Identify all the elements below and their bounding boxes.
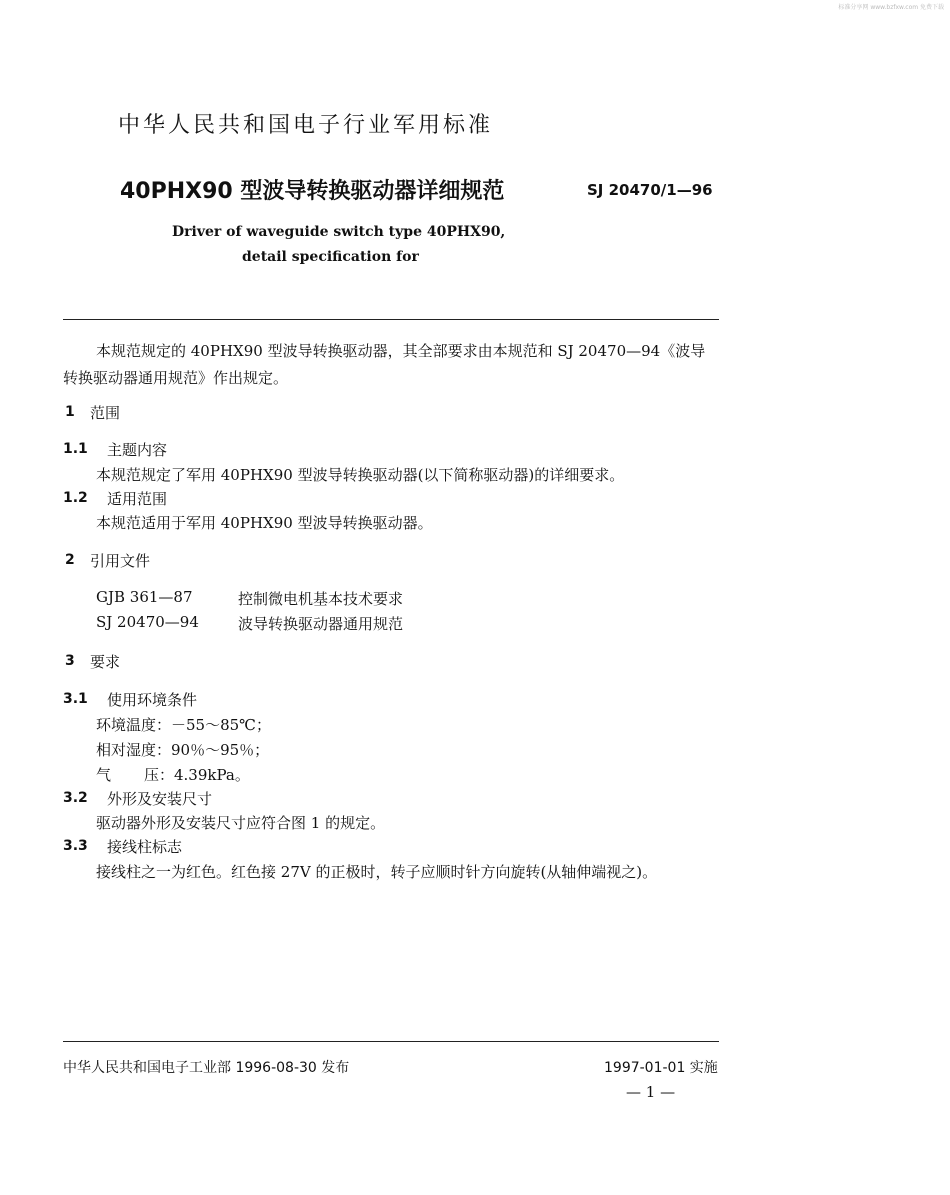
section-2-title: 引用文件: [90, 552, 151, 570]
header-divider: [63, 319, 719, 320]
section-1-1-number: 1.1: [63, 441, 88, 457]
section-1-2-number: 1.2: [63, 490, 88, 506]
intro-line2: 转换驱动器通用规范》作出规定。: [63, 369, 289, 387]
env-temperature: 环境温度：－55～85℃；: [96, 716, 271, 734]
watermark: 标准分享网 www.bzfxw.com 免费下载: [838, 4, 944, 11]
intro-line1: 本规范规定的 40PHX90 型波导转换驱动器，其全部要求由本规范和 SJ 20470—94《波导: [96, 342, 706, 360]
reference-2-name: 波导转换驱动器通用规范: [238, 615, 404, 633]
section-3-2-number: 3.2: [63, 790, 88, 806]
section-3-number: 3: [65, 653, 75, 669]
section-1-2-text: 本规范适用于军用 40PHX90 型波导转换驱动器。: [96, 514, 433, 532]
page-number: — 1 —: [626, 1083, 676, 1101]
issue-date: 中华人民共和国电子工业部 1996-08-30 发布: [63, 1060, 350, 1076]
section-1-1-text: 本规范规定了军用 40PHX90 型波导转换驱动器(以下简称驱动器)的详细要求。: [96, 466, 625, 484]
section-3-title: 要求: [90, 653, 121, 671]
section-1-2-title: 适用范围: [107, 490, 168, 508]
env-pressure-label: 气: [96, 766, 112, 784]
section-1-title: 范围: [90, 404, 121, 422]
section-3-2-text: 驱动器外形及安装尺寸应符合图 1 的规定。: [96, 814, 386, 832]
reference-1-code: GJB 361—87: [96, 588, 193, 606]
footer-divider: [63, 1041, 719, 1042]
effective-date: 1997-01-01 实施: [604, 1060, 718, 1076]
english-title-line1: Driver of waveguide switch type 40PHX90,: [172, 224, 506, 240]
section-3-2-title: 外形及安装尺寸: [107, 790, 213, 808]
issuing-authority: 中华人民共和国电子行业军用标准: [118, 113, 494, 138]
section-3-3-title: 接线柱标志: [107, 838, 183, 856]
section-3-3-text: 接线柱之一为红色。红色接 27V 的正极时，转子应顺时针方向旋转(从轴伸端视之)。: [96, 863, 658, 881]
section-2-number: 2: [65, 552, 75, 568]
section-3-1-title: 使用环境条件: [107, 691, 198, 709]
standard-number: SJ 20470/1—96: [587, 181, 713, 199]
env-pressure-value: 压：4.39kPa。: [144, 766, 250, 784]
english-title-line2: detail specification for: [242, 249, 419, 265]
section-3-3-number: 3.3: [63, 838, 88, 854]
document-title: 40PHX90 型波导转换驱动器详细规范: [120, 179, 505, 204]
reference-2-code: SJ 20470—94: [96, 613, 199, 631]
section-1-number: 1: [65, 404, 75, 420]
reference-1-name: 控制微电机基本技术要求: [238, 590, 404, 608]
section-1-1-title: 主题内容: [107, 441, 168, 459]
env-humidity: 相对湿度：90％～95％；: [96, 741, 270, 759]
section-3-1-number: 3.1: [63, 691, 88, 707]
